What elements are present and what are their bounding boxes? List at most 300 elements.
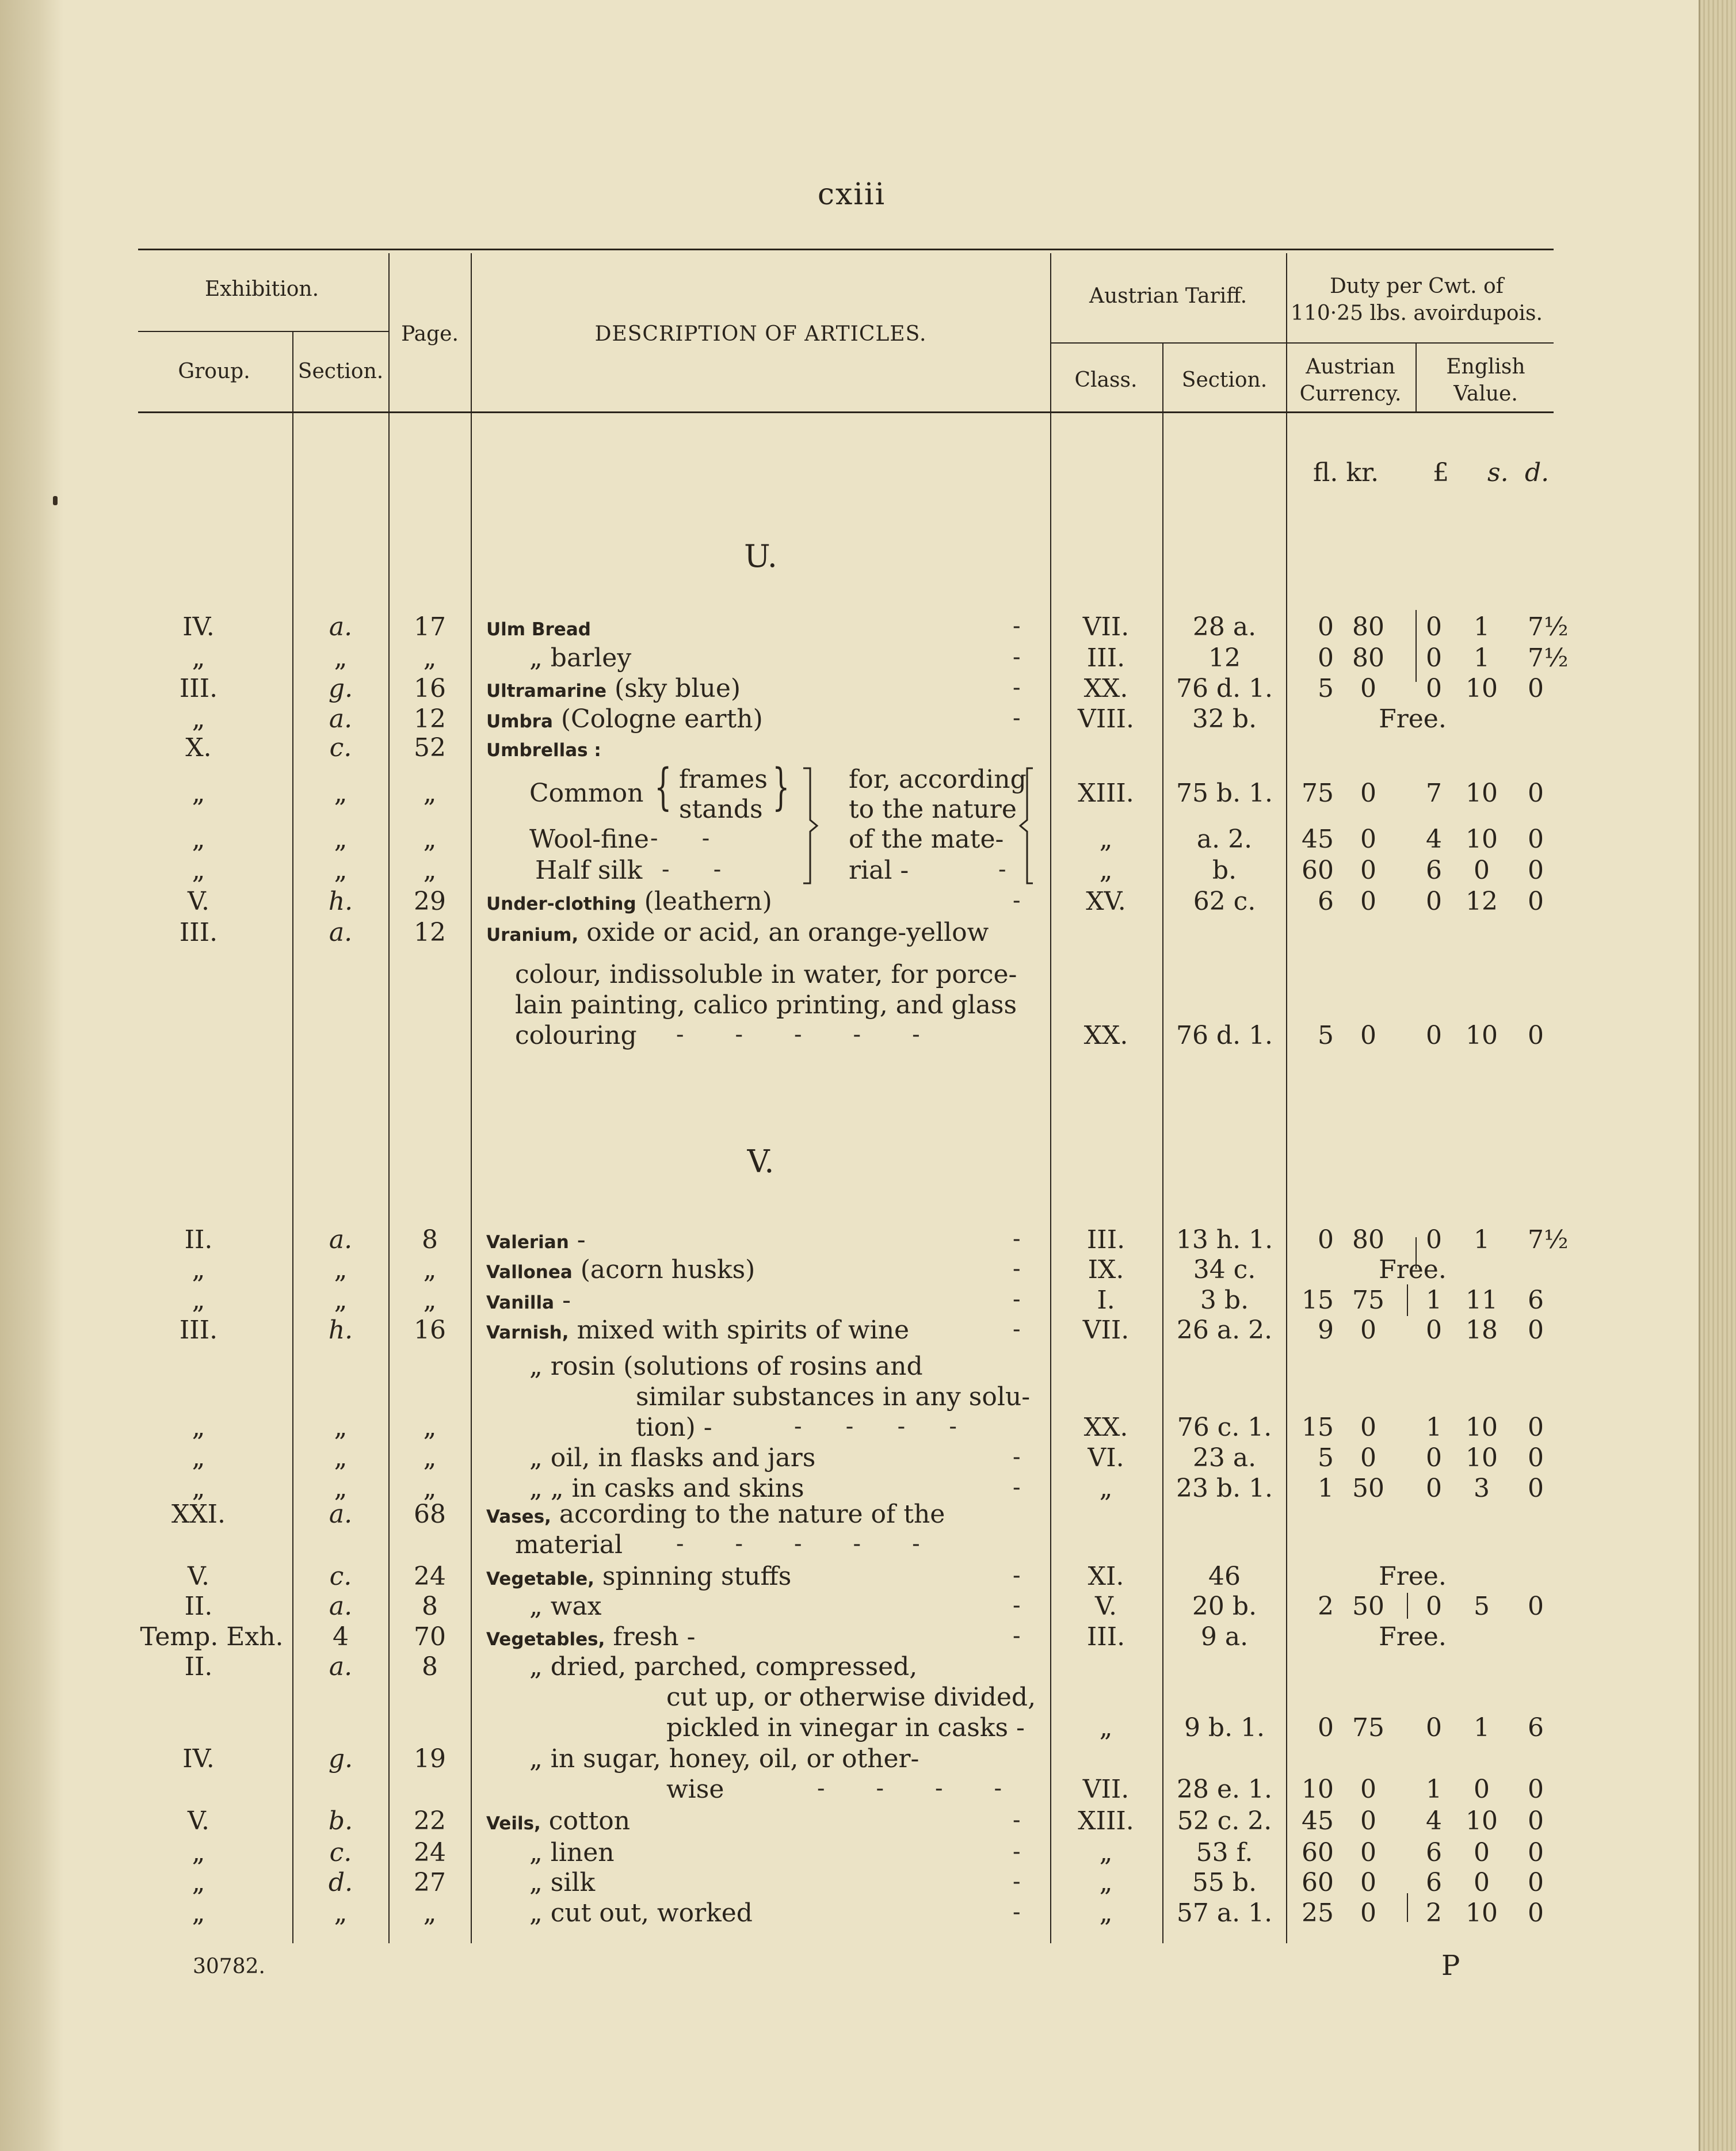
row-article-name: Varnish, xyxy=(486,1322,569,1343)
row-shillings: 3 xyxy=(1474,1474,1490,1503)
row-section: b. xyxy=(328,1806,353,1836)
row-shillings: 10 xyxy=(1466,825,1498,854)
row-article-detail: „ dried, parched, compressed, xyxy=(529,1652,918,1681)
row-description xyxy=(486,1502,945,1527)
row-section: h. xyxy=(328,887,353,916)
row-tariff-section: 20 b. xyxy=(1192,1592,1257,1621)
leader-dash: - xyxy=(1013,1474,1021,1501)
row-tariff-section: 23 b. 1. xyxy=(1176,1474,1273,1503)
leader-dash: - xyxy=(1013,1316,1021,1343)
row-florins: 60 xyxy=(1302,1838,1334,1867)
row-description xyxy=(486,615,591,640)
dried-line-2: cut up, or otherwise divided, xyxy=(666,1683,1036,1712)
row-tariff-section: 53 f. xyxy=(1196,1838,1253,1867)
row-tariff-section: 3 b. xyxy=(1200,1286,1249,1315)
row-page: „ xyxy=(423,1413,437,1442)
umbrella-note-3: of the mate- xyxy=(849,825,1004,854)
row-class: „ xyxy=(1099,825,1113,854)
section-letter-v: V. xyxy=(747,1143,774,1180)
row-page: 29 xyxy=(414,887,446,916)
row-description xyxy=(486,1746,919,1772)
row-page: 8 xyxy=(422,1592,438,1621)
col-rule-3 xyxy=(471,253,472,1943)
row-group: „ xyxy=(192,856,205,885)
unit-pound: £ xyxy=(1433,458,1449,487)
row-section: c. xyxy=(329,733,352,762)
row-section: „ xyxy=(334,1413,348,1442)
leader-dash: - xyxy=(1013,1868,1021,1895)
row-kreuzer: 0 xyxy=(1360,1021,1376,1050)
row-tariff-section: 28 e. 1. xyxy=(1177,1775,1272,1804)
row-class: VIII. xyxy=(1078,704,1134,734)
row-florins: 25 xyxy=(1302,1898,1334,1928)
binding-mark xyxy=(53,496,58,505)
row-section: a. xyxy=(329,1652,353,1681)
row-page: 70 xyxy=(414,1622,446,1652)
leader-dash: - xyxy=(1013,674,1021,701)
row-class: V. xyxy=(1094,1592,1117,1621)
row-pence: 7½ xyxy=(1528,1225,1569,1254)
row-article-name: Umbra xyxy=(486,711,553,732)
row-shillings: 0 xyxy=(1474,1838,1490,1867)
row-pence: 7½ xyxy=(1528,612,1569,642)
row-class: „ xyxy=(1099,1713,1113,1742)
row-tariff-section: 34 c. xyxy=(1193,1255,1256,1284)
row-article-name: Uranium, xyxy=(486,925,579,945)
row-description xyxy=(486,1476,804,1501)
row-article-detail: „ linen xyxy=(529,1838,615,1867)
row-kreuzer: 0 xyxy=(1360,1898,1376,1928)
row-kreuzer: 0 xyxy=(1360,1775,1376,1804)
row-description xyxy=(486,1564,791,1589)
brace-large-right xyxy=(1016,765,1041,886)
dried-line-3: pickled in vinegar in casks - xyxy=(666,1713,1025,1742)
row-group: IV. xyxy=(182,612,215,642)
row-class: VII. xyxy=(1082,612,1130,642)
row-page: „ xyxy=(423,1255,437,1284)
row-pounds: 0 xyxy=(1426,1443,1442,1473)
row-description xyxy=(486,1227,586,1253)
row-page: 16 xyxy=(414,674,446,703)
tariff-subrule xyxy=(1050,342,1554,344)
row-group: X. xyxy=(185,733,212,762)
row-group: „ xyxy=(192,643,205,673)
row-florins: 0 xyxy=(1318,643,1334,673)
row-free: Free. xyxy=(1379,1622,1447,1652)
umbrellas-stands: stands xyxy=(679,795,763,824)
row-pounds: 0 xyxy=(1426,1713,1442,1742)
row-kreuzer: 80 xyxy=(1352,1225,1384,1254)
row-group: „ xyxy=(192,1474,205,1503)
row-class: XX. xyxy=(1083,1413,1128,1442)
umbrellas-wool-fine: Wool-fine xyxy=(529,825,649,854)
row-class: III. xyxy=(1086,1225,1125,1254)
row-group: II. xyxy=(184,1592,213,1621)
row-description xyxy=(486,1443,816,1473)
row-section: a. xyxy=(329,704,353,734)
row-kreuzer: 0 xyxy=(1360,856,1376,885)
brace-open-left: { xyxy=(654,758,672,816)
row-article-detail: oxide or acid, an orange-yellow xyxy=(578,918,989,947)
row-pence: 0 xyxy=(1528,1315,1544,1345)
row-article-name: Veils, xyxy=(486,1813,541,1834)
row-group: III. xyxy=(179,918,218,947)
row-article-detail: „ in sugar, honey, oil, or other- xyxy=(529,1744,919,1774)
row-section: „ xyxy=(334,1474,348,1503)
leader-dash: - xyxy=(1013,1256,1021,1282)
header-group: Group. xyxy=(178,360,250,383)
row-description xyxy=(486,704,763,734)
row-pence: 0 xyxy=(1528,1898,1544,1928)
row-description xyxy=(486,889,772,914)
note-dash: - xyxy=(998,856,1006,883)
header-exhibition: Exhibition. xyxy=(204,277,319,301)
row-page: 27 xyxy=(414,1868,446,1897)
leader-dash: - xyxy=(1013,1286,1021,1313)
row-article-name: Vallonea xyxy=(486,1262,573,1283)
row-section: a. xyxy=(329,612,353,642)
row-kreuzer: 0 xyxy=(1360,674,1376,703)
header-duty-line1: Duty per Cwt. of xyxy=(1329,274,1504,298)
vases-dashes: - - - - - xyxy=(676,1531,920,1557)
row-page: „ xyxy=(423,825,437,854)
row-article-detail: spinning stuffs xyxy=(594,1562,792,1591)
sugar-line-2: wise xyxy=(666,1775,724,1804)
row-group: II. xyxy=(184,1225,213,1254)
unit-pence: d. xyxy=(1525,458,1550,487)
row-pence: 0 xyxy=(1528,1592,1544,1621)
row-pounds: 0 xyxy=(1426,887,1442,916)
row-pence: 0 xyxy=(1528,1838,1544,1867)
row-florins: 60 xyxy=(1302,1868,1334,1897)
row-pounds: 6 xyxy=(1426,856,1442,885)
half-silk-dashes: - - xyxy=(662,856,722,883)
row-article-detail: „ wax xyxy=(529,1592,602,1621)
row-section: c. xyxy=(329,1838,352,1867)
row-pounds: 0 xyxy=(1426,1225,1442,1254)
header-section: Section. xyxy=(297,360,384,383)
row-shillings: 1 xyxy=(1474,1225,1490,1254)
row-pence: 0 xyxy=(1528,856,1544,885)
row-page: 68 xyxy=(414,1500,446,1529)
row-page: 24 xyxy=(414,1838,446,1867)
uranium-line-2: colour, indissoluble in water, for porce- xyxy=(515,960,1017,989)
row-group: Temp. Exh. xyxy=(140,1622,284,1652)
row-section: „ xyxy=(334,1286,348,1315)
row-group: IV. xyxy=(182,1744,215,1774)
rosin-line-1: „ rosin (solutions of rosins and xyxy=(529,1352,923,1381)
row-section: „ xyxy=(334,1443,348,1473)
leader-dash: - xyxy=(1013,1623,1021,1649)
row-page: 12 xyxy=(414,918,446,947)
row-article-detail: fresh - xyxy=(605,1622,696,1652)
uranium-line-3: lain painting, calico printing, and glass xyxy=(515,990,1017,1020)
row-florins: 45 xyxy=(1302,1806,1334,1836)
row-section: a. xyxy=(329,1225,353,1254)
row-shillings: 18 xyxy=(1466,1315,1498,1345)
row-description xyxy=(486,1315,910,1345)
row-description xyxy=(486,920,989,945)
row-kreuzer: 80 xyxy=(1352,612,1384,642)
row-florins: 75 xyxy=(1302,779,1334,808)
row-article-detail: „ „ in casks and skins xyxy=(529,1474,804,1503)
row-shillings: 0 xyxy=(1474,856,1490,885)
row-florins: 2 xyxy=(1318,1592,1334,1621)
row-pounds: 0 xyxy=(1426,612,1442,642)
row-class: XIII. xyxy=(1078,1806,1134,1836)
row-section: „ xyxy=(334,825,348,854)
row-tariff-section: 57 a. 1. xyxy=(1176,1898,1273,1928)
header-austrian-currency-2: Currency. xyxy=(1299,382,1402,406)
brace-large-left xyxy=(799,765,827,886)
row-pence: 6 xyxy=(1528,1286,1544,1315)
row-kreuzer: 0 xyxy=(1360,1315,1376,1345)
row-section: „ xyxy=(334,779,348,808)
row-article-detail: (sky blue) xyxy=(606,674,741,703)
row-tariff-section: 12 xyxy=(1208,643,1241,673)
row-pence: 0 xyxy=(1528,1443,1544,1473)
leader-dash: - xyxy=(1013,1562,1021,1589)
row-article-detail: - xyxy=(569,1225,586,1254)
row-description xyxy=(486,1624,695,1650)
row-group: XXI. xyxy=(171,1500,226,1529)
rosin-dashes: - - - - xyxy=(794,1413,957,1440)
row-tariff-section: a. 2. xyxy=(1196,825,1253,854)
leader-dash: - xyxy=(1013,1592,1021,1619)
row-tariff-section: 23 a. xyxy=(1192,1443,1257,1473)
row-class: XV. xyxy=(1086,887,1126,916)
row-article-detail: „ barley xyxy=(529,643,632,673)
row-shillings: 5 xyxy=(1474,1592,1490,1621)
row-class: XX. xyxy=(1083,674,1128,703)
row-description xyxy=(486,1898,753,1928)
row-shillings: 10 xyxy=(1466,1021,1498,1050)
row-group: III. xyxy=(179,1315,218,1345)
row-page: 8 xyxy=(422,1652,438,1681)
row-pounds: 6 xyxy=(1426,1868,1442,1897)
leader-dash: - xyxy=(1013,1807,1021,1833)
row-florins: 5 xyxy=(1318,1021,1334,1050)
row-florins: 5 xyxy=(1318,674,1334,703)
row-article-name: Ultramarine xyxy=(486,681,607,701)
row-shillings: 10 xyxy=(1466,1806,1498,1836)
row-group: „ xyxy=(192,704,205,734)
exhibition-subrule xyxy=(138,331,388,332)
col-rule-7 xyxy=(1415,344,1417,413)
row-section: 4 xyxy=(333,1622,349,1652)
header-description: DESCRIPTION OF ARTICLES. xyxy=(594,322,927,346)
row-tariff-section: b. xyxy=(1212,856,1237,885)
row-florins: 9 xyxy=(1318,1315,1334,1345)
row-florins: 45 xyxy=(1302,825,1334,854)
row-page: 17 xyxy=(414,612,446,642)
row-tariff-section: 76 d. 1. xyxy=(1176,674,1273,703)
row-pounds: 2 xyxy=(1426,1898,1442,1928)
row-class: I. xyxy=(1097,1286,1115,1315)
row-pounds: 6 xyxy=(1426,1838,1442,1867)
section-letter-u: U. xyxy=(744,538,777,574)
vases-line-2: material xyxy=(515,1530,623,1559)
col-rule-2 xyxy=(388,253,390,1943)
sugar-dashes: - - - - xyxy=(817,1775,1002,1802)
value-divider-4 xyxy=(1407,1593,1408,1619)
row-shillings: 0 xyxy=(1474,1868,1490,1897)
row-section: d. xyxy=(328,1868,353,1897)
row-class: VII. xyxy=(1082,1315,1130,1345)
row-tariff-section: 62 c. xyxy=(1193,887,1256,916)
leader-dash: - xyxy=(1013,1444,1021,1470)
row-pounds: 1 xyxy=(1426,1413,1442,1442)
row-page: „ xyxy=(423,1898,437,1928)
row-tariff-section: 9 b. 1. xyxy=(1184,1713,1265,1742)
row-pounds: 0 xyxy=(1426,1021,1442,1050)
row-tariff-section: 46 xyxy=(1208,1562,1241,1591)
row-article-detail: mixed with spirits of wine xyxy=(569,1315,910,1345)
row-section: „ xyxy=(334,856,348,885)
row-page: „ xyxy=(423,779,437,808)
row-shillings: 12 xyxy=(1466,887,1498,916)
row-group: „ xyxy=(192,1868,205,1897)
header-duty-line2: 110·25 lbs. avoirdupois. xyxy=(1291,302,1543,325)
umbrellas-common: Common xyxy=(529,779,644,808)
row-tariff-section: 76 c. 1. xyxy=(1177,1413,1272,1442)
row-free: Free. xyxy=(1379,1562,1447,1591)
row-description xyxy=(486,1257,755,1283)
col-rule-1 xyxy=(292,332,293,1943)
col-rule-4 xyxy=(1050,253,1051,1943)
row-kreuzer: 0 xyxy=(1360,825,1376,854)
row-tariff-section: 76 d. 1. xyxy=(1176,1021,1273,1050)
row-pence: 0 xyxy=(1528,1021,1544,1050)
row-page: 22 xyxy=(414,1806,446,1836)
umbrellas-frames: frames xyxy=(679,765,768,794)
header-page: Page. xyxy=(401,322,459,346)
row-kreuzer: 0 xyxy=(1360,1838,1376,1867)
brace-close-left: } xyxy=(772,758,790,816)
row-page: 52 xyxy=(414,733,446,762)
row-description xyxy=(486,1654,917,1680)
row-pounds: 0 xyxy=(1426,1474,1442,1503)
row-free: Free. xyxy=(1379,704,1447,734)
row-page: 8 xyxy=(422,1225,438,1254)
row-description xyxy=(486,1840,615,1866)
header-english-value-2: Value. xyxy=(1453,382,1518,406)
rosin-line-3: tion) - xyxy=(636,1413,712,1442)
umbrellas-half-silk: Half silk xyxy=(535,856,643,885)
header-austrian-currency-1: Austrian xyxy=(1306,355,1395,379)
umbrella-note-4: rial - xyxy=(849,856,909,885)
row-article-name: Vanilla xyxy=(486,1292,555,1313)
row-article-detail: (Cologne earth) xyxy=(552,704,763,734)
row-shillings: 0 xyxy=(1474,1775,1490,1804)
row-pence: 0 xyxy=(1528,1868,1544,1897)
row-article-name: Vases, xyxy=(486,1507,551,1527)
row-description xyxy=(486,676,741,701)
row-class: III. xyxy=(1086,643,1125,673)
leader-dash: - xyxy=(1013,1899,1021,1925)
row-pence: 0 xyxy=(1528,1806,1544,1836)
row-kreuzer: 0 xyxy=(1360,887,1376,916)
row-florins: 5 xyxy=(1318,1443,1334,1473)
row-pence: 0 xyxy=(1528,1775,1544,1804)
row-group: „ xyxy=(192,825,205,854)
row-shillings: 1 xyxy=(1474,612,1490,642)
footer-signature: 30782. xyxy=(193,1955,265,1978)
row-group: V. xyxy=(187,887,210,916)
row-class: „ xyxy=(1099,1474,1113,1503)
row-florins: 15 xyxy=(1302,1413,1334,1442)
row-florins: 15 xyxy=(1302,1286,1334,1315)
row-pence: 0 xyxy=(1528,779,1544,808)
rosin-line-2: similar substances in any solu- xyxy=(636,1382,1031,1412)
row-page: „ xyxy=(423,1443,437,1473)
row-florins: 6 xyxy=(1318,887,1334,916)
row-page: „ xyxy=(423,1474,437,1503)
row-florins: 60 xyxy=(1302,856,1334,885)
row-article-detail: „ silk xyxy=(529,1868,596,1897)
row-article-name: Under-clothing xyxy=(486,894,636,914)
row-tariff-section: 75 b. 1. xyxy=(1176,779,1273,808)
row-article-name: Umbrellas : xyxy=(486,740,601,761)
umbrella-note-1: for, according xyxy=(849,765,1027,794)
row-pounds: 4 xyxy=(1426,1806,1442,1836)
row-tariff-section: 55 b. xyxy=(1192,1868,1257,1897)
page-number: cxiii xyxy=(817,177,886,212)
row-class: III. xyxy=(1086,1622,1125,1652)
row-description xyxy=(486,1806,631,1836)
row-section: „ xyxy=(334,1898,348,1928)
header-tariff-section: Section. xyxy=(1181,368,1268,392)
leader-dash: - xyxy=(1013,1226,1021,1252)
binding-shadow xyxy=(0,0,63,2151)
leader-dash: - xyxy=(1013,887,1021,914)
row-kreuzer: 0 xyxy=(1360,1806,1376,1836)
row-article-detail: (acorn husks) xyxy=(572,1255,756,1284)
row-pounds: 4 xyxy=(1426,825,1442,854)
row-article-detail: „ cut out, worked xyxy=(529,1898,753,1928)
row-kreuzer: 0 xyxy=(1360,1413,1376,1442)
row-section: g. xyxy=(328,674,353,703)
row-pence: 0 xyxy=(1528,1474,1544,1503)
row-class: IX. xyxy=(1088,1255,1124,1284)
row-description xyxy=(486,1288,571,1313)
value-divider-1 xyxy=(1415,610,1417,682)
row-group: „ xyxy=(192,1898,205,1928)
row-class: XI. xyxy=(1088,1562,1124,1591)
row-pounds: 0 xyxy=(1426,1315,1442,1345)
row-pence: 6 xyxy=(1528,1713,1544,1742)
row-kreuzer: 0 xyxy=(1360,1868,1376,1897)
row-group: II. xyxy=(184,1652,213,1681)
row-article-name: Vegetable, xyxy=(486,1569,594,1589)
row-shillings: 10 xyxy=(1466,779,1498,808)
row-description xyxy=(486,1870,595,1896)
top-rule xyxy=(138,249,1554,250)
row-group: „ xyxy=(192,1413,205,1442)
page-edge-line xyxy=(1699,0,1700,2151)
row-class: VI. xyxy=(1088,1443,1124,1473)
leader-dash: - xyxy=(1013,705,1021,731)
row-section: „ xyxy=(334,1255,348,1284)
row-article-detail: „ oil, in flasks and jars xyxy=(529,1443,816,1473)
row-shillings: 10 xyxy=(1466,674,1498,703)
row-tariff-section: 26 a. 2. xyxy=(1176,1315,1273,1345)
row-pounds: 0 xyxy=(1426,674,1442,703)
row-description xyxy=(486,643,632,673)
row-free: Free. xyxy=(1379,1255,1447,1284)
leader-dash: - xyxy=(1013,613,1021,639)
row-page: 12 xyxy=(414,704,446,734)
